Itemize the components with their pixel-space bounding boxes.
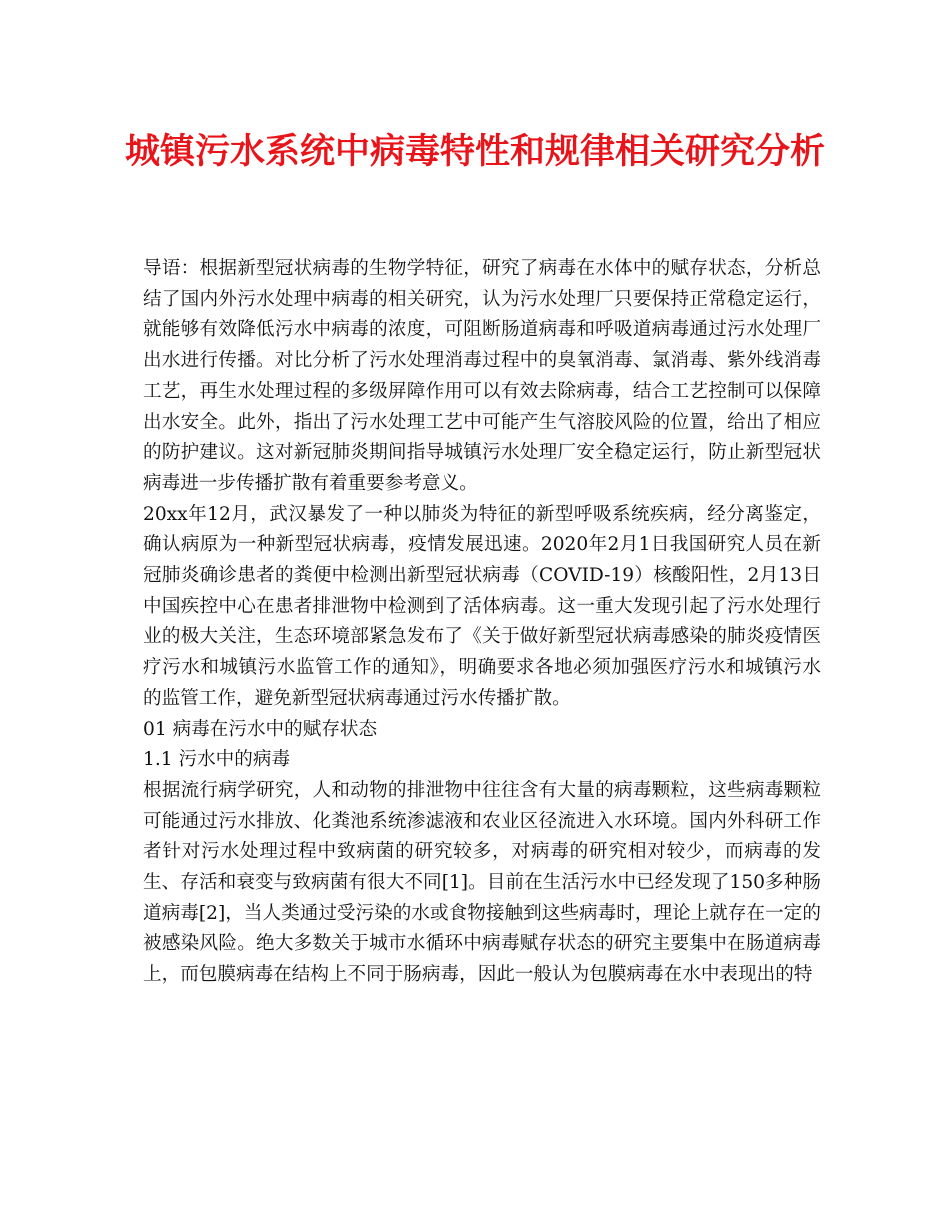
- subsection-heading: 1.1 污水中的病毒: [143, 749, 291, 771]
- section-heading: 01 病毒在污水中的赋存状态: [143, 718, 378, 740]
- document-body: [143, 254, 821, 991]
- body-paragraph: 根据流行病学研究，人和动物的排泄物中往往含有大量的病毒颗粒，这些病毒颗粒可能通过污水排放、化粪池系统渗滤液和农业区径流进入水环境。国内外科研工作者针对污水处理过程中致病菌的研究较多，对病毒的研究相对较少，而病毒的发生、存活和衰变与致病菌有很大不同[1]。目前在生活污水中已经发现了150多种肠道病毒[2]，当人类通过受污染的水或食物接触到这些病毒时，理论上就存在一定的被感染风险。绝大多数关于城市水循环中病毒赋存状态的研究主要集中在肠道病毒上，而包膜病毒在结构上不同于肠病毒，因此一般认为包膜病毒在水中表现出的特: [143, 779, 821, 986]
- abstract-paragraph: 导语：根据新型冠状病毒的生物学特征，研究了病毒在水体中的赋存状态，分析总结了国内外污水处理中病毒的相关研究，认为污水处理厂只要保持正常稳定运行，就能够有效降低污水中病毒的浓度，可阻断肠道病毒和呼吸道病毒通过污水处理厂出水进行传播。对比分析了污水处理消毒过程中的臭氧消毒、氯消毒、紫外线消毒工艺，再生水处理过程的多级屏障作用可以有效去除病毒，结合工艺控制可以保障出水安全。此外，指出了污水处理工艺中可能产生气溶胶风险的位置，给出了相应的防护建议。这对新冠肺炎期间指导城镇污水处理厂安全稳定运行，防止新型冠状病毒进一步传播扩散有着重要参考意义。: [143, 258, 821, 494]
- document-title: 城镇污水系统中病毒特性和规律相关研究分析: [124, 131, 825, 172]
- body-paragraph: 20xx年12月，武汉暴发了一种以肺炎为特征的新型呼吸系统疾病，经分离鉴定，确认病原为一种新型冠状病毒，疫情发展迅速。2020年2月1日我国研究人员在新冠肺炎确诊患者的粪便中检测出新型冠状病毒（COVID-19）核酸阳性，2月13日中国疾控中心在患者排泄物中检测到了活体病毒。这一重大发现引起了污水处理行业的极大关注，生态环境部紧急发布了《关于做好新型冠状病毒感染的肺炎疫情医疗污水和城镇污水监管工作的通知》，明确要求各地必须加强医疗污水和城镇污水的监管工作，避免新型冠状病毒通过污水传播扩散。: [143, 503, 821, 709]
